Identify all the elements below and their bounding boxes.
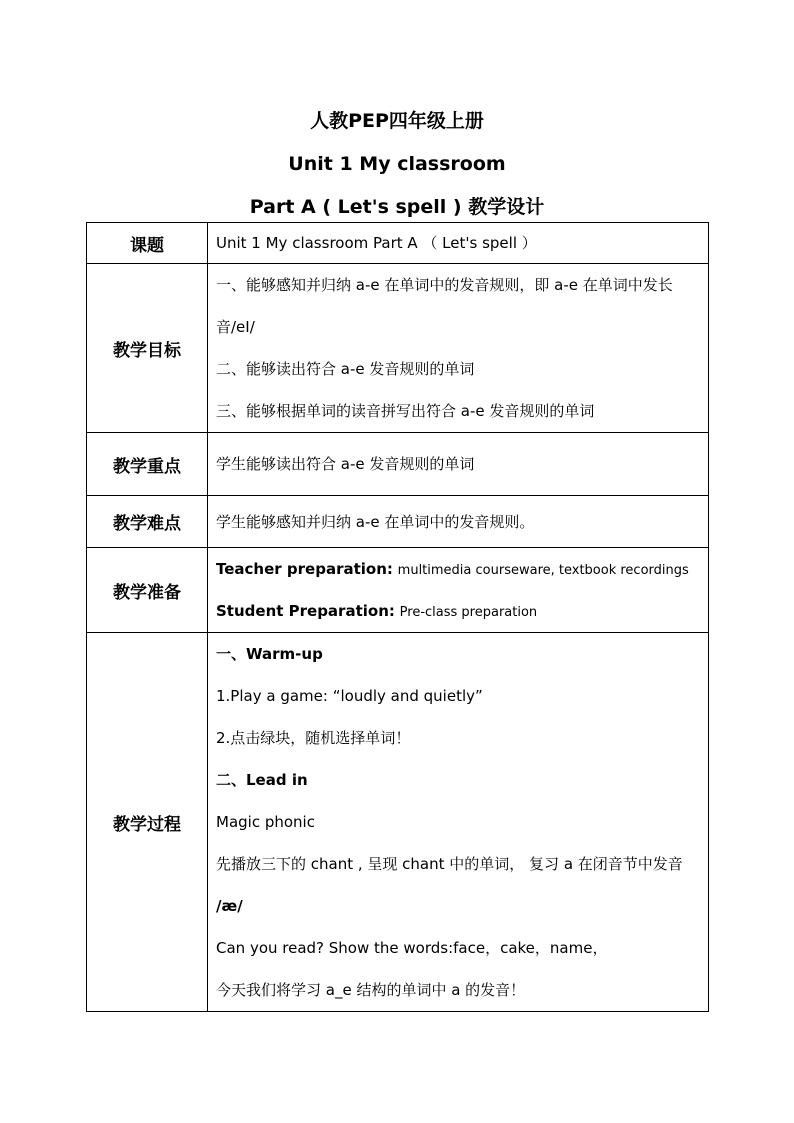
teacher-preparation xyxy=(216,548,702,590)
difficulties-label: 教学难点 xyxy=(87,496,208,548)
warmup-step-1: 1.Play a game: “loudly and quietly” xyxy=(216,687,483,705)
goal-line: 音/eI/ xyxy=(216,318,255,336)
teacher-preparation-value: multimedia courseware, textbook recordings xyxy=(397,563,689,578)
leadin-step-5: 今天我们将学习 a_e 结构的单词中 a 的发音！ xyxy=(216,981,526,999)
title-part: Part A ( Let's spell ) 教学设计 xyxy=(249,196,545,218)
goal-line: 二、能够读出符合 a-e 发音规则的单词 xyxy=(216,360,475,378)
leadin-step-4: Can you read? Show the words:face，cake，name， xyxy=(216,939,608,957)
leadin-heading: 二、Lead in xyxy=(216,771,308,789)
lesson-plan-table xyxy=(86,222,709,1012)
warmup-heading: 一、Warm-up xyxy=(216,645,323,663)
table-row-difficulties xyxy=(87,496,709,548)
key-points-cell xyxy=(208,433,709,496)
teacher-preparation-label: Teacher preparation: xyxy=(216,560,393,578)
table-row-topic xyxy=(87,223,709,264)
difficulties-value: 学生能够感知并归纳 a-e 在单词中的发音规则。 xyxy=(216,512,535,531)
table-row-preparation xyxy=(87,548,709,633)
student-preparation-value: Pre-class preparation xyxy=(399,605,538,620)
process-cell xyxy=(208,633,709,1012)
goals-cell xyxy=(208,264,709,433)
warmup-step-2: 2.点击绿块，随机选择单词！ xyxy=(216,729,411,747)
key-points-label: 教学重点 xyxy=(87,433,208,496)
table-row-process xyxy=(87,633,709,1012)
leadin-step-2: 先播放三下的 chant , 呈现 chant 中的单词， 复习 a 在闭音节中发音 xyxy=(216,855,683,873)
difficulties-cell xyxy=(208,496,709,548)
topic-value: Unit 1 My classroom Part A （ Let's spell ） xyxy=(216,234,537,252)
preparation-cell xyxy=(208,548,709,633)
topic-label: 课题 xyxy=(87,223,208,264)
topic-value-cell xyxy=(208,223,709,264)
title-grade: 人教PEP四年级上册 xyxy=(310,110,484,132)
leadin-step-3: /æ/ xyxy=(216,897,243,915)
student-preparation xyxy=(216,590,702,632)
goal-line: 三、能够根据单词的读音拼写出符合 a-e 发音规则的单词 xyxy=(216,402,595,420)
leadin-step-1: Magic phonic xyxy=(216,813,315,831)
document-title xyxy=(0,100,794,229)
goal-line: 一、能够感知并归纳 a-e 在单词中的发音规则，即 a-e 在单词中发长 xyxy=(216,276,673,294)
table-row-goals xyxy=(87,264,709,433)
key-points-value: 学生能够读出符合 a-e 发音规则的单词 xyxy=(216,455,475,473)
title-unit: Unit 1 My classroom xyxy=(288,153,506,175)
process-label: 教学过程 xyxy=(87,633,208,1012)
goals-label: 教学目标 xyxy=(87,264,208,433)
preparation-label: 教学准备 xyxy=(87,548,208,633)
table-row-key-points xyxy=(87,433,709,496)
student-preparation-label: Student Preparation: xyxy=(216,602,395,620)
